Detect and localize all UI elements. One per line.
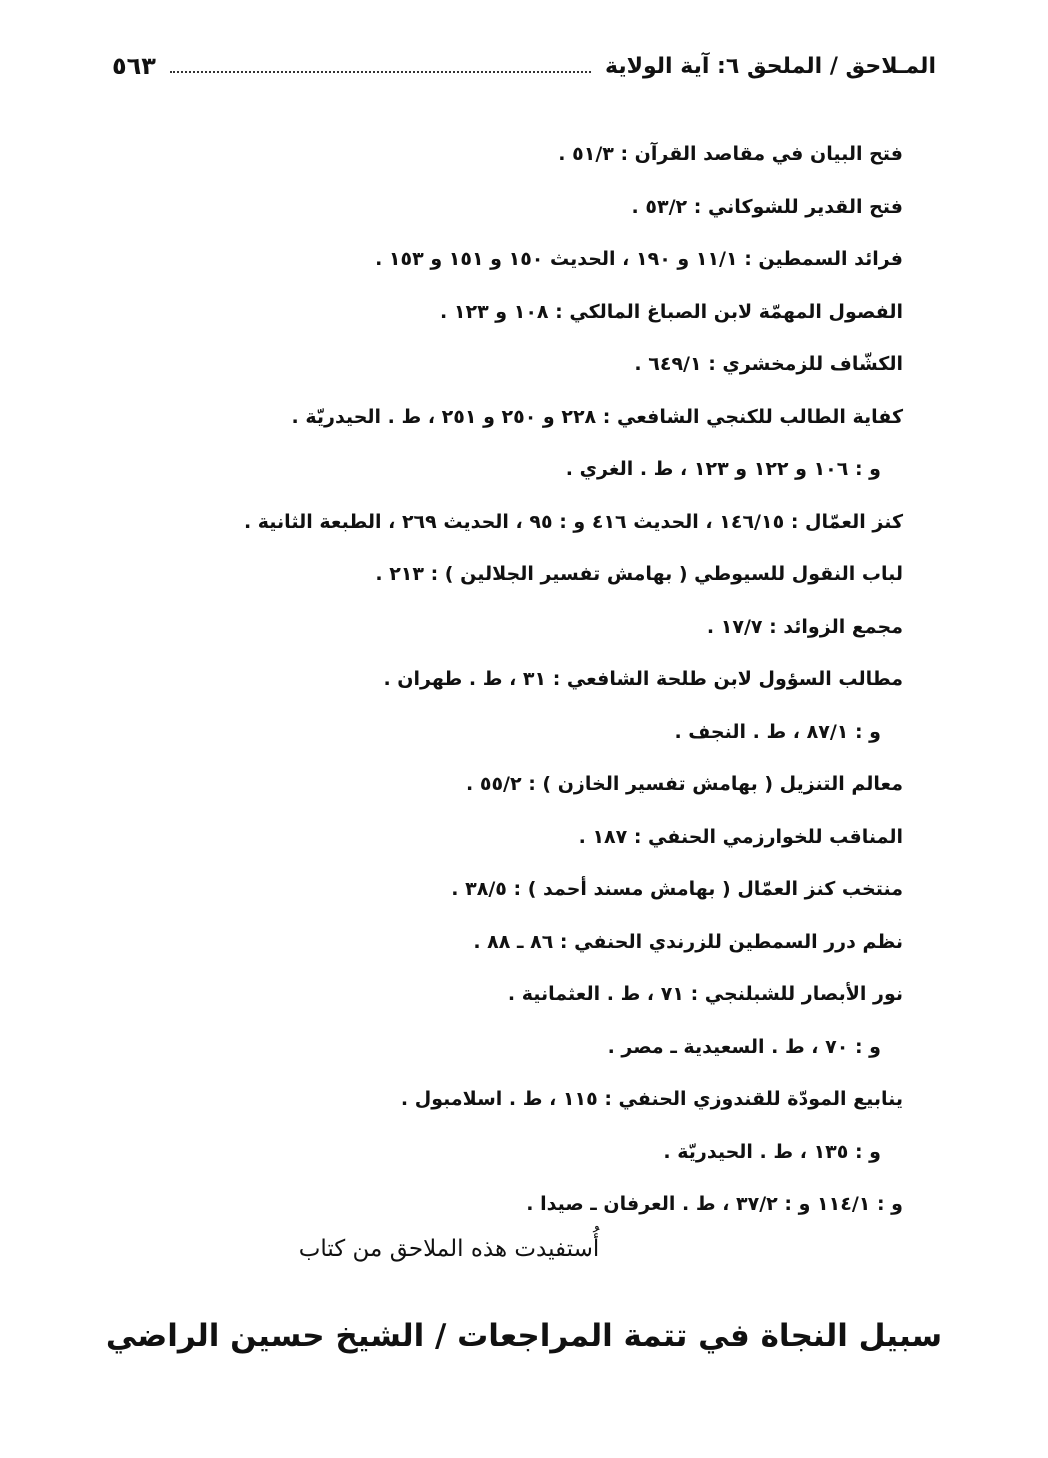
reference-item: فتح البيان في مقاصد القرآن : ٥١/٣ .: [558, 143, 903, 165]
header-dot-leader: [170, 71, 591, 73]
reference-item: معالم التنزيل ( بهامش تفسير الخازن ) : ٥٥/٢ .: [466, 773, 903, 795]
reference-item: كنز العمّال : ١٤٦/١٥ ، الحديث ٤١٦ و : ٩٥ ، الحديث ٢٦٩ ، الطبعة الثانية .: [243, 510, 903, 533]
reference-item: و : ١٠٦ و ١٢٢ و ١٢٣ ، ط . الغري .: [565, 458, 881, 480]
reference-item: نظم درر السمطين للزرندي الحنفي : ٨٦ ـ ٨٨ .: [473, 930, 903, 953]
reference-item: فرائد السمطين : ١١/١ و ١٩٠ ، الحديث ١٥٠ و ١٥١ و ١٥٣ .: [375, 248, 903, 270]
reference-item: و : ٧٠ ، ط . السعيدية ـ مصر .: [607, 1035, 881, 1058]
reference-item: الكشّاف للزمخشري : ٦٤٩/١ .: [634, 353, 903, 375]
reference-item: و : ٨٧/١ ، ط . النجف .: [674, 720, 881, 743]
reference-item: ينابيع المودّة للقندوزي الحنفي : ١١٥ ، ط . اسلامبول .: [400, 1088, 903, 1110]
reference-item: و : ١٣٥ ، ط . الحيدريّة .: [663, 1140, 881, 1163]
reference-item: مطالب السؤول لابن طلحة الشافعي : ٣١ ، ط . طهران .: [383, 668, 903, 690]
reference-item: فتح القدير للشوكاني : ٥٣/٢ .: [631, 195, 903, 218]
source-note-text: أُستفيدت هذه الملاحق من كتاب: [298, 1236, 600, 1262]
running-header: [112, 46, 936, 86]
reference-item: المناقب للخوارزمي الحنفي : ١٨٧ .: [578, 825, 903, 848]
reference-list: [143, 128, 903, 1231]
reference-item: كفاية الطالب للكنجي الشافعي : ٢٢٨ و ٢٥٠ و ٢٥١ ، ط . الحيدريّة .: [291, 405, 903, 428]
book-title: [0, 1318, 1048, 1354]
reference-item: منتخب كنز العمّال ( بهامش مسند أحمد ) : ٣٨/٥ .: [451, 878, 903, 900]
reference-item: الفصول المهمّة لابن الصباغ المالكي : ١٠٨ و ١٢٣ .: [440, 300, 903, 323]
header-title: المـلاحق / الملحق ٦: آية الولاية: [605, 53, 936, 79]
reference-item: نور الأبصار للشبلنجي : ٧١ ، ط . العثمانية .: [507, 983, 903, 1005]
page-number: ٥٦٣: [112, 52, 156, 80]
reference-item: و : ١١٤/١ و : ٣٧/٢ ، ط . العرفان ـ صيدا .: [526, 1193, 903, 1215]
book-title-text: سبيل النجاة في تتمة المراجعات / الشيخ حسين الراضي: [105, 1318, 943, 1354]
reference-item: لباب النقول للسيوطي ( بهامش تفسير الجلالين ) : ٢١٣ .: [375, 563, 903, 585]
source-note: [0, 1236, 1048, 1262]
reference-item: مجمع الزوائد : ١٧/٧ .: [706, 615, 903, 638]
